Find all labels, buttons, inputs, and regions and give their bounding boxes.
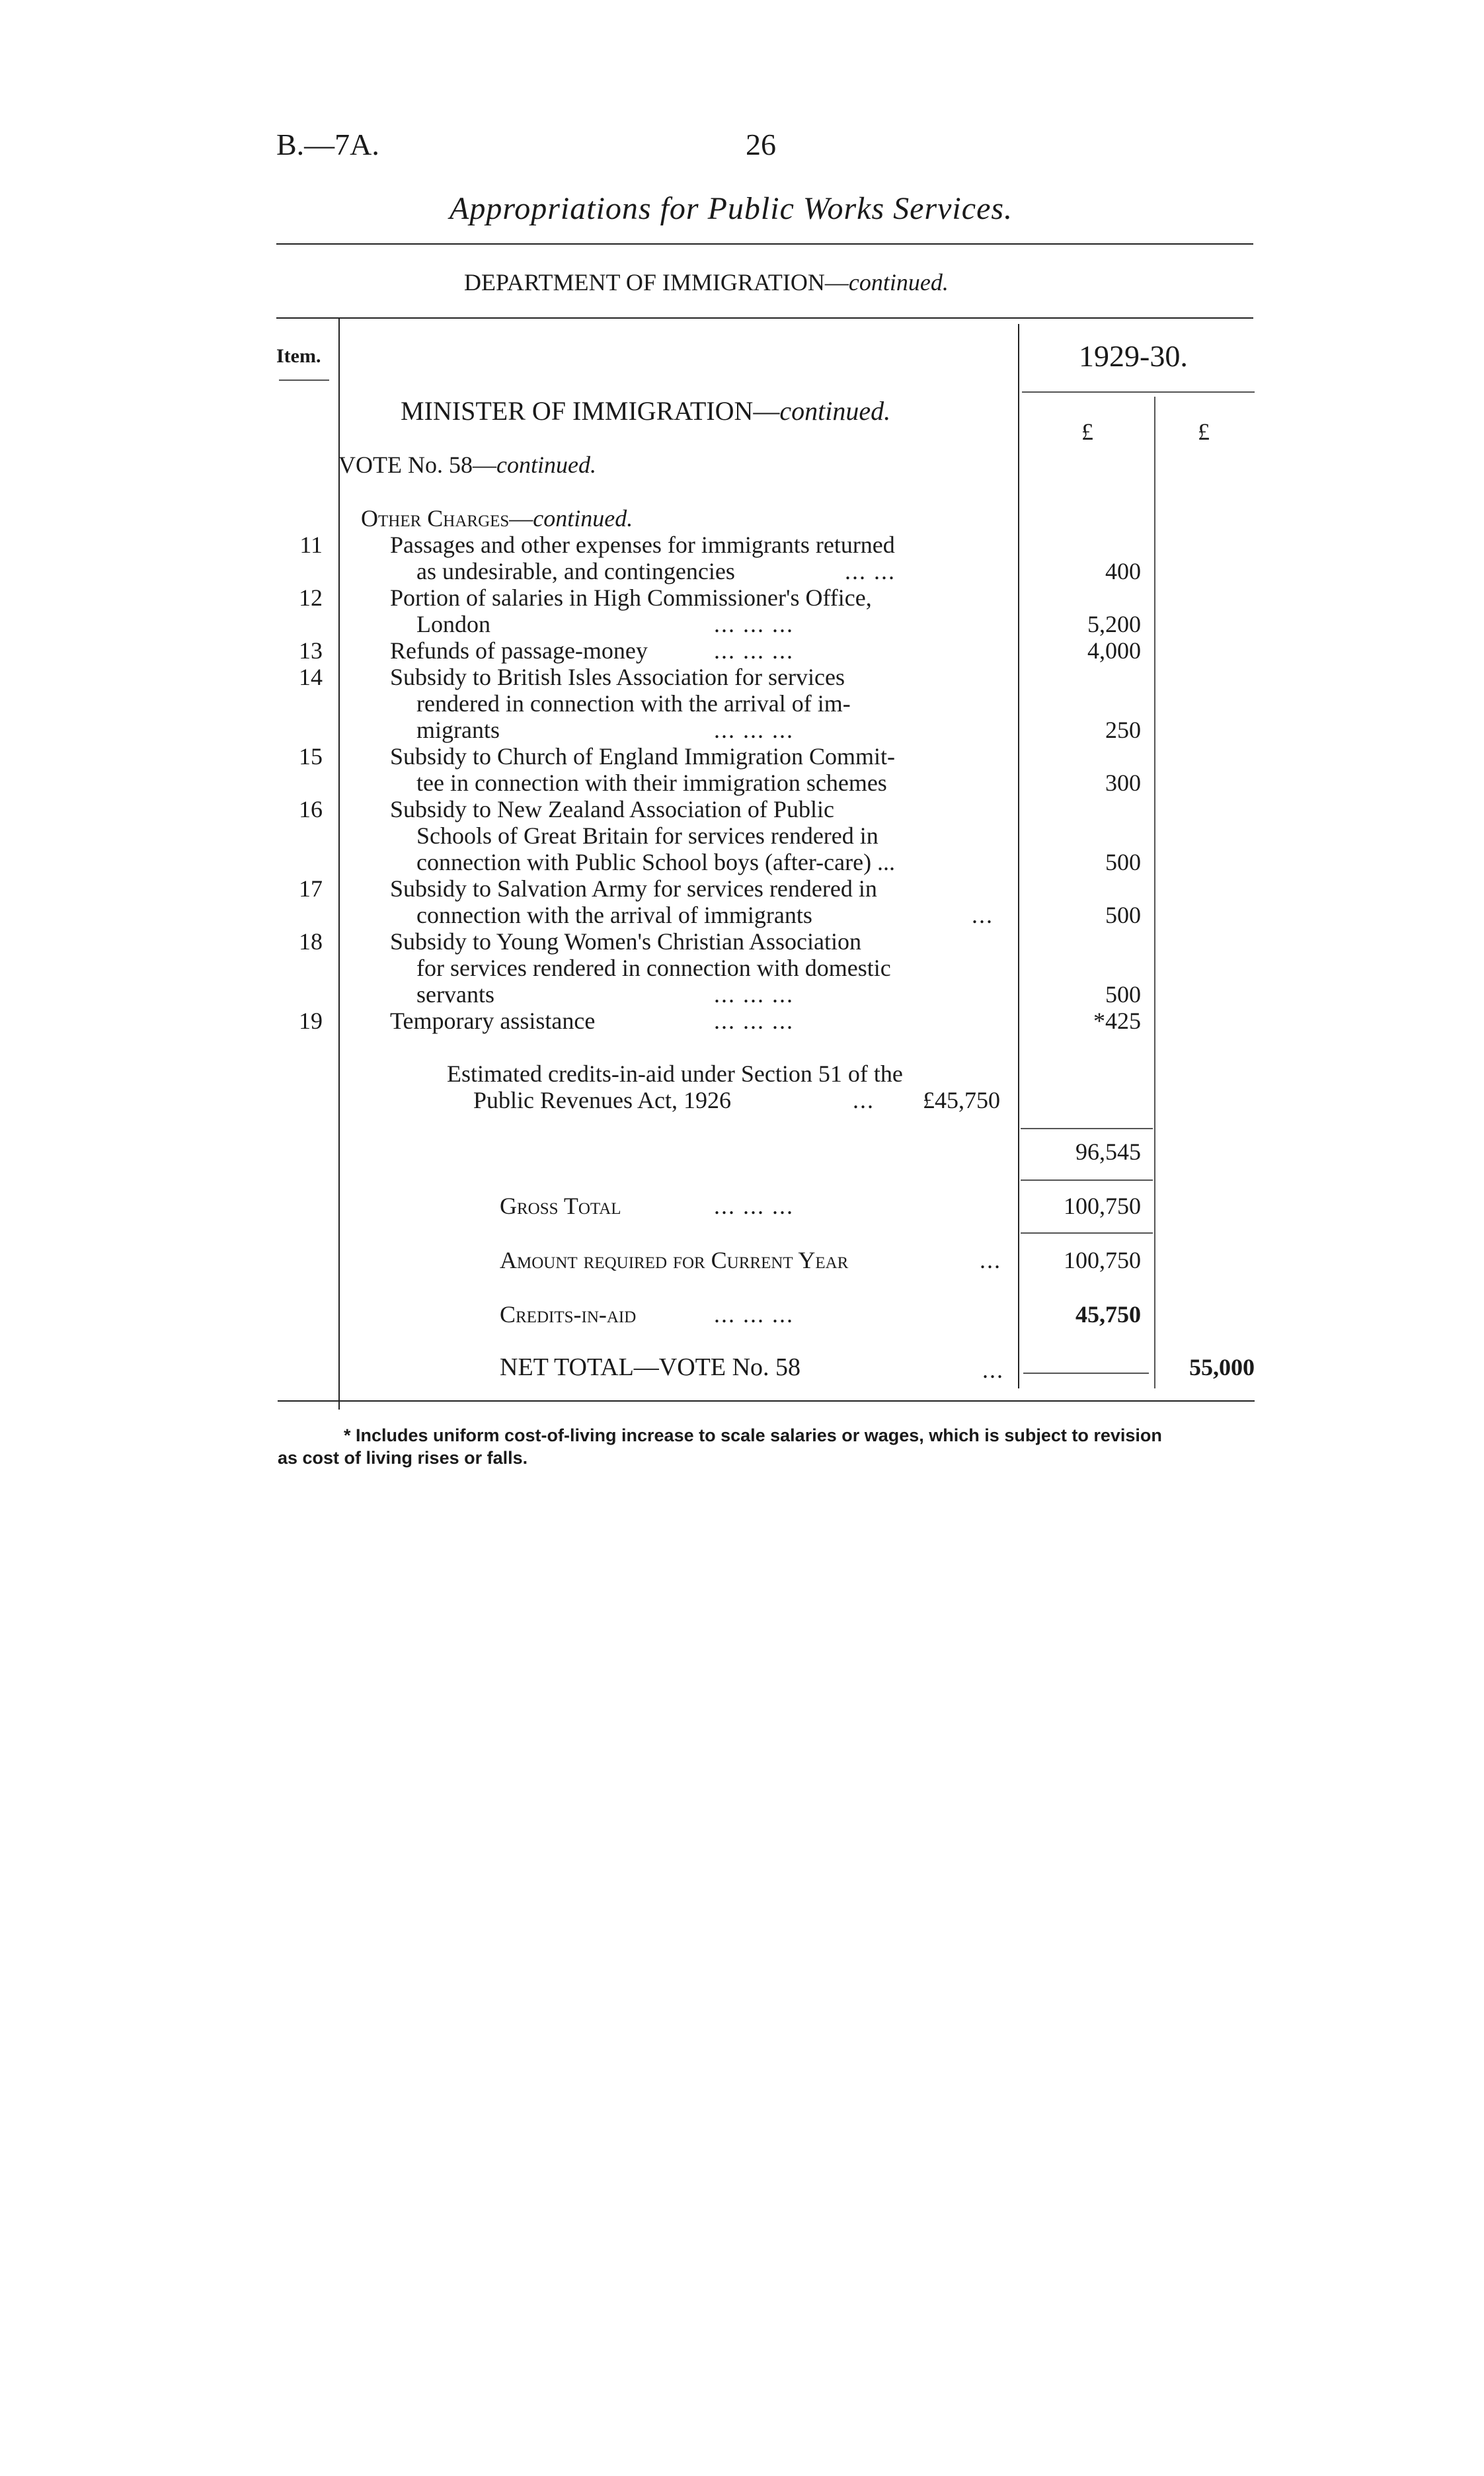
amount-required-value: 100,750 [1064, 1247, 1141, 1273]
item-description-line: Temporary assistance [390, 1008, 596, 1034]
vote-heading [338, 452, 596, 478]
item-column-divider [338, 319, 340, 1410]
credits-in-aid-value: 45,750 [1075, 1301, 1141, 1328]
item-description-line: Passages and other expenses for immigrants returned [390, 532, 895, 558]
section-suffix: continued. [533, 505, 633, 532]
item-amount: 400 [1105, 558, 1141, 584]
item-number: 19 [299, 1008, 323, 1034]
item-number: 11 [299, 532, 323, 558]
item-description-line: connection with the arrival of immigrants [416, 902, 812, 928]
page-number: 26 [746, 128, 776, 161]
department-heading [464, 268, 949, 296]
department-suffix: continued. [848, 269, 949, 296]
minister-suffix: continued. [779, 396, 891, 426]
leader-dots: ... [972, 902, 994, 928]
leader-dots: ... ... ... [714, 611, 794, 637]
gross-total-rule [1021, 1232, 1153, 1234]
subtotal-bottom-rule [1021, 1179, 1153, 1181]
item-description-line: rendered in connection with the arrival of im- [416, 690, 851, 717]
subtotal-rule [1021, 1128, 1153, 1129]
item-description-line: for services rendered in connection with domestic [416, 955, 891, 981]
item-description-line: servants [416, 981, 494, 1008]
credits-note-line: Public Revenues Act, 1926 [473, 1087, 731, 1113]
leader-dots: ... ... [845, 558, 896, 584]
gross-total-label: Gross Total [500, 1193, 621, 1219]
footnote-line: as cost of living rises or falls. [278, 1448, 528, 1468]
page-ref: B.—7A. [276, 128, 379, 161]
amount-column-divider [1018, 324, 1019, 1388]
table-bottom-rule [278, 1400, 1255, 1402]
item-description-line: Subsidy to Young Women's Christian Association [390, 928, 862, 955]
minister-name: MINISTER OF IMMIGRATION— [401, 396, 780, 426]
net-total-label: NET TOTAL—VOTE No. 58 [500, 1353, 801, 1381]
leader-dots: ... ... ... [714, 1008, 794, 1034]
header-rule [276, 243, 1253, 245]
vote-name: VOTE No. 58— [338, 452, 496, 478]
item-description-line: connection with Public School boys (after-care) ... [416, 849, 896, 875]
item-description-line: Subsidy to New Zealand Association of Public [390, 796, 834, 822]
item-amount: 5,200 [1087, 611, 1141, 637]
department-name: DEPARTMENT OF IMMIGRATION— [464, 269, 849, 296]
item-number: 15 [299, 743, 323, 770]
item-description-line: as undesirable, and contingencies [416, 558, 735, 584]
leader-dots: ... [980, 1247, 1001, 1273]
item-number: 18 [299, 928, 323, 955]
leader-dots: ... [853, 1087, 875, 1113]
item-number: 12 [299, 584, 323, 611]
credits-note-line: Estimated credits-in-aid under Section 51 of the [447, 1060, 903, 1087]
item-amount: 4,000 [1087, 637, 1141, 664]
gross-total-amount: 100,750 [1064, 1193, 1141, 1219]
amount-required-label: Amount required for Current Year [500, 1247, 849, 1273]
item-description-line: Portion of salaries in High Commissioner's Office, [390, 584, 872, 611]
currency-symbol-col1: £ [1081, 419, 1093, 445]
leader-dots: ... [982, 1357, 1004, 1383]
leader-dots: ... ... ... [714, 717, 794, 743]
credits-note-amount: £45,750 [923, 1087, 1000, 1113]
item-number: 17 [299, 875, 323, 902]
subtotal-amount: 96,545 [1075, 1138, 1141, 1165]
minister-heading [401, 398, 890, 424]
item-number: 13 [299, 637, 323, 664]
item-amount: 250 [1105, 717, 1141, 743]
leader-dots: ... ... ... [714, 981, 794, 1008]
leader-dots: ... ... ... [714, 1301, 794, 1328]
table-top-rule [276, 317, 1253, 319]
item-description-line: Refunds of passage-money [390, 637, 648, 664]
total-column-divider [1154, 397, 1155, 1388]
leader-dots: ... ... ... [714, 1193, 794, 1219]
vote-suffix: continued. [496, 452, 596, 478]
item-amount: 500 [1105, 981, 1141, 1008]
net-total-dash [1023, 1373, 1149, 1374]
year-header-rule [1022, 391, 1255, 393]
item-amount: *425 [1093, 1008, 1141, 1034]
item-description-line: Subsidy to Salvation Army for services rendered in [390, 875, 877, 902]
item-description-line: migrants [416, 717, 500, 743]
section-heading [361, 505, 633, 532]
item-description-line: Subsidy to British Isles Association for services [390, 664, 845, 690]
item-header: Item. [276, 345, 321, 367]
item-description-line: Subsidy to Church of England Immigration Commit- [390, 743, 895, 770]
item-description-line: tee in connection with their immigration schemes [416, 770, 887, 796]
item-header-rule [279, 379, 329, 381]
item-number: 16 [299, 796, 323, 822]
item-description-line: London [416, 611, 490, 637]
item-amount: 500 [1105, 902, 1141, 928]
currency-symbol-col2: £ [1198, 419, 1210, 445]
credits-in-aid-label: Credits-in-aid [500, 1301, 637, 1328]
item-number: 14 [299, 664, 323, 690]
page-title: Appropriations for Public Works Services. [449, 191, 1013, 226]
section-name: Other Charges— [361, 505, 533, 532]
leader-dots: ... ... ... [714, 637, 794, 664]
footnote-line: * Includes uniform cost-of-living increase to scale salaries or wages, which is subject to revision [344, 1425, 1162, 1445]
item-amount: 500 [1105, 849, 1141, 875]
item-amount: 300 [1105, 770, 1141, 796]
year-header: 1929-30. [1079, 339, 1188, 373]
net-total-amount: 55,000 [1189, 1354, 1255, 1380]
item-description-line: Schools of Great Britain for services rendered in [416, 822, 879, 849]
